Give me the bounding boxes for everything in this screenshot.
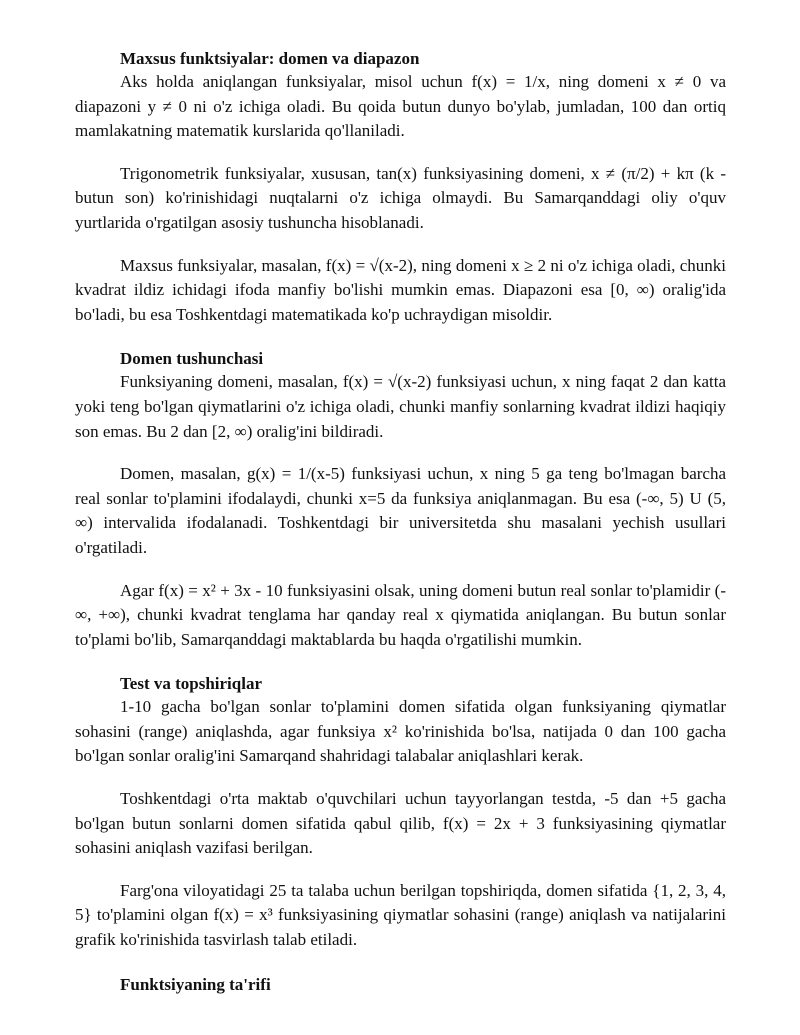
section-heading: Domen tushunchasi [120, 349, 264, 369]
paragraph-spacer [75, 561, 726, 579]
paragraph-spacer [75, 144, 726, 162]
section-heading: Funktsiyaning ta'rifi [120, 974, 271, 994]
document-body [75, 47, 726, 996]
paragraph-spacer [75, 444, 726, 462]
paragraph: Farg'ona viloyatidagi 25 ta talaba uchun berilgan topshiriqda, domen sifatida {1, 2, 3, 4, 5} to'plamini olgan f(x) = x³ funksiyasining qiymatlar sohasini (range) aniqlash va natijalarini grafik ko'rinishida tasvirlash talab etiladi. [75, 880, 726, 950]
section-spacer [75, 327, 726, 347]
paragraph: Funksiyaning domeni, masalan, f(x) = √(x-2) funksiyasi uchun, x ning faqat 2 dan katta yoki teng bo'lgan qiymatlarini o'z ichiga oladi, chunki manfiy sonlarning kvadrat ildizi haqiqiy son emas. Bu 2 dan [2, ∞) oralig'ini bildiradi. [75, 372, 726, 441]
paragraph-spacer [75, 236, 726, 254]
section-spacer [75, 953, 726, 973]
paragraph-spacer [75, 861, 726, 879]
section-heading: Test va topshiriqlar [120, 674, 263, 694]
section-spacer [75, 652, 726, 672]
paragraph: Agar f(x) = x² + 3x - 10 funksiyasini olsak, uning domeni butun real sonlar to'plamidir (-∞, +∞), chunki kvadrat tenglama har qanday real x qiymatida aniqlangan. Bu butun sonlar to'plami bo'lib, Samarqanddagi maktablarda bu haqda o'rgatilishi mumkin. [75, 580, 726, 649]
paragraph: Domen, masalan, g(x) = 1/(x-5) funksiyasi uchun, x ning 5 ga teng bo'lmagan barcha real sonlar to'plamini ifodalaydi, chunki x=5 da funksiya aniqlanmagan. Bu esa (-∞, 5) U (5, ∞) intervalida ifodalanadi. Toshkentdagi bir universitetda shu masalani yechish usullari o'rgatiladi. [75, 464, 726, 557]
paragraph-spacer [75, 769, 726, 787]
section-heading: Maxsus funktsiyalar: domen va diapazon [120, 49, 420, 68]
paragraph: Trigonometrik funksiyalar, xususan, tan(x) funksiyasining domeni, x ≠ (π/2) + kπ (k - butun son) ko'rinishidagi nuqtalarni o'z ichiga olmaydi. Bu Samarqanddagi oliy o'quv yurtlarida o'rgatilgan asosiy tushuncha hisoblanadi. [75, 163, 726, 232]
paragraph: Aks holda aniqlangan funksiyalar, misol uchun f(x) = 1/x, ning domeni x ≠ 0 va diapazoni y ≠ 0 ni o'z ichiga oladi. Bu qoida butun dunyo bo'ylab, jumladan, 100 dan ortiq mamlakatning matematik kurslarida qo'llaniladi. [75, 72, 726, 141]
paragraph: Toshkentdagi o'rta maktab o'quvchilari uchun tayyorlangan testda, -5 dan +5 gacha bo'lgan butun sonlarni domen sifatida qabul qilib, f(x) = 2x + 3 funksiyasining qiymatlar sohasini aniqlash vazifasi berilgan. [75, 789, 726, 858]
paragraph: Maxsus funksiyalar, masalan, f(x) = √(x-2), ning domeni x ≥ 2 ni o'z ichiga oladi, chunki kvadrat ildiz ichidagi ifoda manfiy bo'lishi mumkin emas. Diapazoni esa [0, ∞) oralig'ida bo'ladi, bu esa Toshkentdagi matematikada ko'p uchraydigan misoldir. [75, 255, 726, 324]
paragraph: 1-10 gacha bo'lgan sonlar to'plamini domen sifatida olgan funksiyaning qiymatlar sohasini (range) aniqlashda, agar funksiya x² ko'rinishida bo'lsa, natijada 0 dan 100 gacha bo'lgan sonlar oralig'ini Samarqand shahridagi talabalar aniqlashlari kerak. [75, 697, 726, 766]
